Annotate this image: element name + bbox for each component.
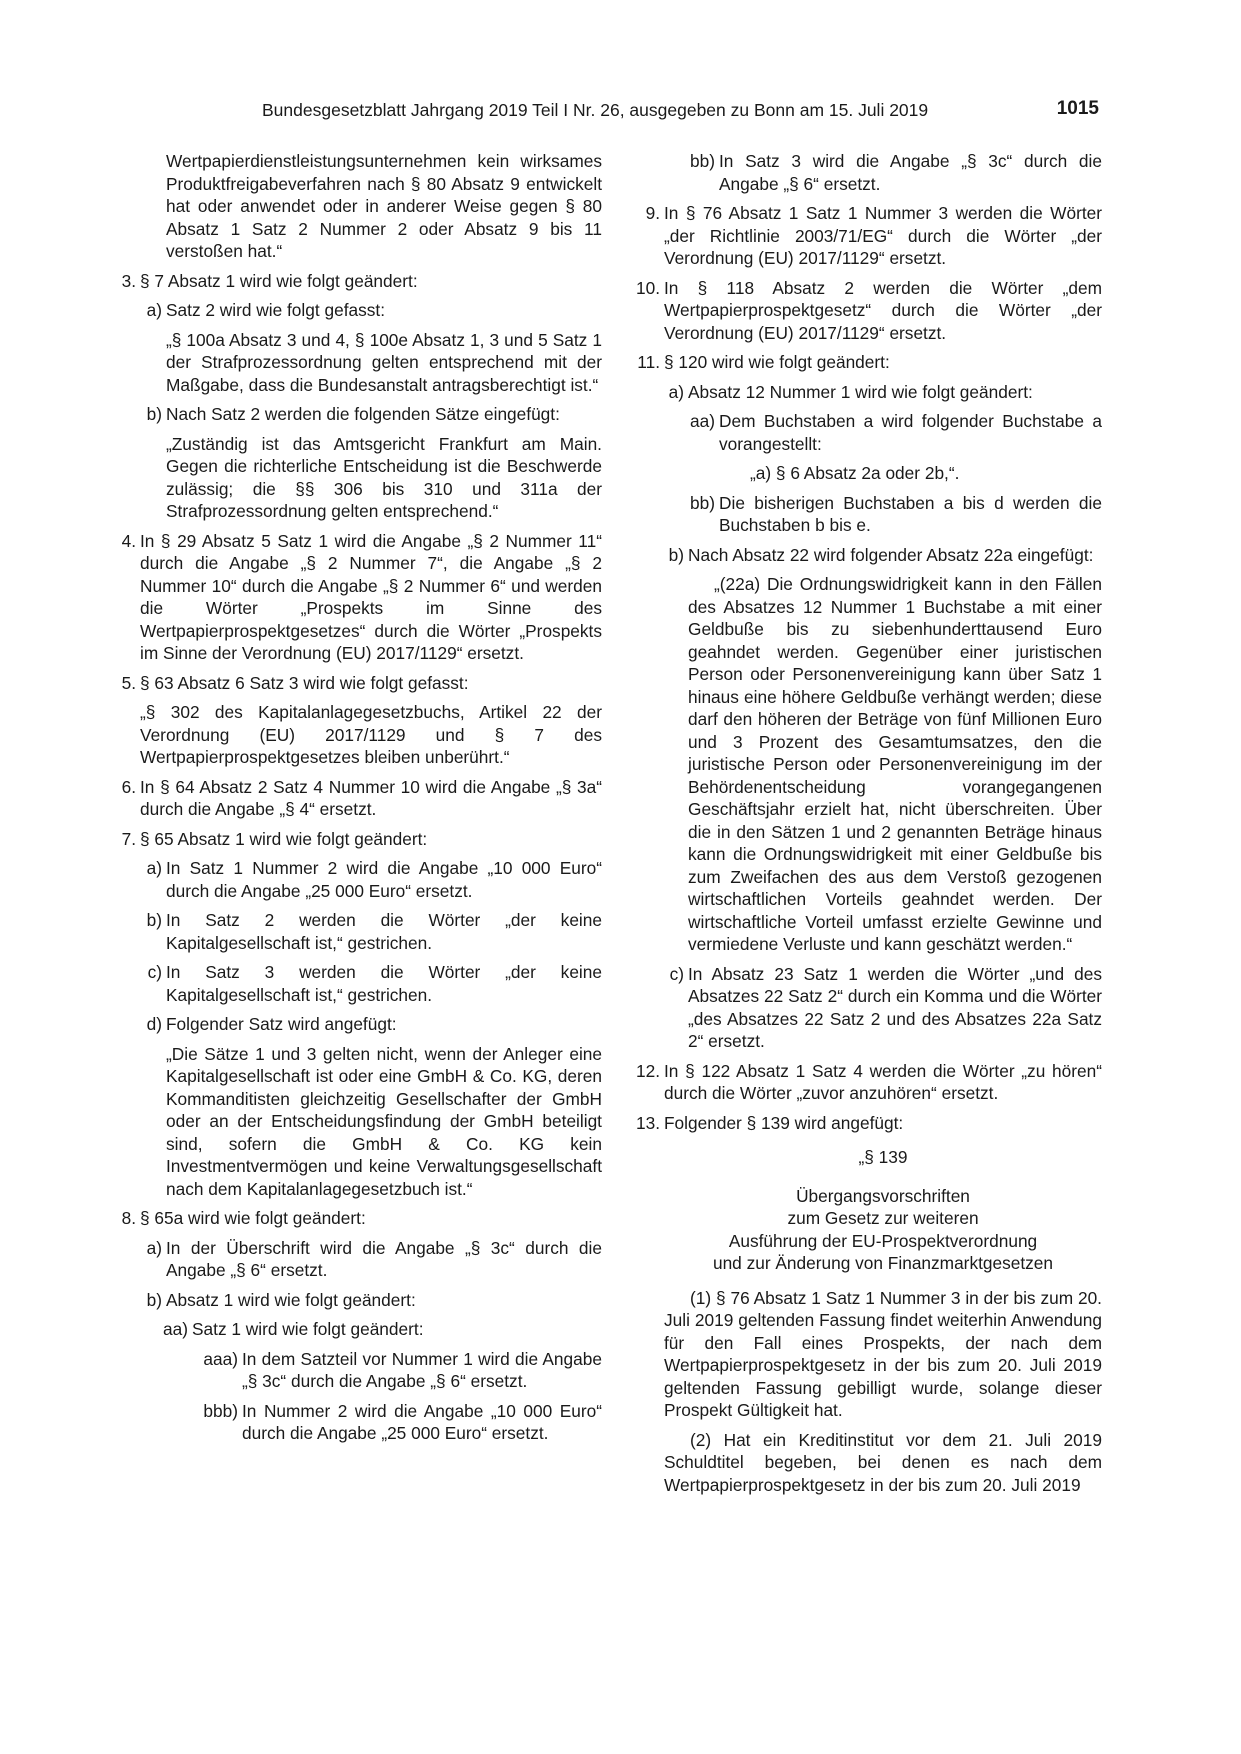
list-item-8b-bbb xyxy=(203,1400,602,1445)
list-item-11c xyxy=(669,963,1102,1053)
section-title-line: und zur Änderung von Finanzmarktgesetzen xyxy=(712,1253,1054,1273)
item-text: In dem Satzteil vor Nummer 1 wird die Angabe „§ 3c“ durch die Angabe „§ 6“ ersetzt. xyxy=(242,1348,602,1391)
item-number: a) xyxy=(146,1237,162,1258)
list-item-3 xyxy=(121,270,602,293)
item-text: In § 29 Absatz 5 Satz 1 wird die Angabe „§ 2 Nummer 11“ durch die Angabe „§ 2 Nummer 7“, die Angabe „§ 2 Nummer 10“ durch die Angabe „§ 2 Nummer 6“ und werden die Wörter „Prospekts im Sinne des Wertpapierprospektgesetzes“ durch die Wörter „Prospekts im Sinne der Verordnung (EU) 2017/1129“ ersetzt. xyxy=(140,530,602,663)
item-text: In Satz 2 werden die Wörter „der keine Kapitalgesellschaft ist,“ gestrichen. xyxy=(166,910,602,953)
list-item-11 xyxy=(637,351,1102,374)
item-text: § 65 Absatz 1 wird wie folgt geändert: xyxy=(140,828,428,849)
list-item-4 xyxy=(121,530,602,665)
list-item-12 xyxy=(635,1060,1102,1105)
item-number: 3. xyxy=(121,270,136,291)
list-item-3a xyxy=(146,299,602,322)
item-number: bbb) xyxy=(203,1400,238,1421)
section-number: „§ 139 xyxy=(858,1147,908,1167)
item-number: c) xyxy=(669,963,684,984)
item-number: b) xyxy=(146,1289,162,1310)
list-item-8 xyxy=(121,1207,602,1230)
right-column xyxy=(632,150,1102,1503)
list-item-5 xyxy=(121,672,602,695)
item-number: b) xyxy=(146,404,162,424)
list-item-11a-aa xyxy=(690,410,1102,455)
section-title-line: Übergangsvorschriften xyxy=(796,1185,970,1206)
item-number: bb) xyxy=(690,492,715,513)
paragraph-2: (2) Hat ein Kreditinstitut vor dem 21. Juli 2019 Schuldtitel begeben, bei denen es nach dem Wertpapierprospektgesetz in der bis zum 20. Juli 2019 xyxy=(664,1429,1102,1495)
running-header: Bundesgesetzblatt Jahrgang 2019 Teil I Nr. 26, ausgegeben zu Bonn am 15. Juli 2019 xyxy=(262,100,929,120)
item-text: Satz 2 wird wie folgt gefasst: xyxy=(166,300,385,320)
item-number: 4. xyxy=(121,530,136,551)
item-number: bb) xyxy=(690,151,715,171)
continued-text: Wertpapierdienstleistungsunternehmen kein wirksames Produktfreigabeverfahren nach § 80 Absatz 9 entwickelt hat oder anwendet oder in anderer Weise gegen § 80 Absatz 1 Satz 2 Nummer 2 oder Absatz 9 bis 11 verstoßen hat.“ xyxy=(166,151,602,261)
list-item-11a xyxy=(668,381,1102,404)
item-text: Nach Absatz 22 wird folgender Absatz 22a eingefügt: xyxy=(688,544,1094,565)
item-text: In § 122 Absatz 1 Satz 4 werden die Wörter „zu hören“ durch die Wörter „zuvor anzuhören“ ersetzt. xyxy=(664,1060,1102,1103)
item-text: In § 76 Absatz 1 Satz 1 Nummer 3 werden die Wörter „der Richtlinie 2003/71/EG“ durch die Wörter „der Verordnung (EU) 2017/1129“ ersetzt. xyxy=(664,203,1102,268)
item-number: 10. xyxy=(635,277,660,298)
list-item-7 xyxy=(121,828,602,851)
section-title xyxy=(664,1185,1102,1275)
item-text: In der Überschrift wird die Angabe „§ 3c“ durch die Angabe „§ 6“ ersetzt. xyxy=(166,1237,602,1280)
item-number: a) xyxy=(668,381,684,402)
left-column xyxy=(121,150,602,1452)
item-text: In § 64 Absatz 2 Satz 4 Nummer 10 wird die Angabe „§ 3a“ durch die Angabe „§ 4“ ersetzt. xyxy=(140,776,602,819)
list-item-3b xyxy=(146,403,602,426)
item-text: Satz 1 wird wie folgt geändert: xyxy=(192,1319,424,1339)
list-item-13 xyxy=(635,1112,1102,1135)
list-item-11b xyxy=(668,544,1102,567)
list-item-7b xyxy=(146,909,602,954)
item-number: c) xyxy=(147,962,162,982)
list-item-9 xyxy=(645,202,1102,270)
item-text: § 65a wird wie folgt geändert: xyxy=(140,1208,366,1228)
item-number: aa) xyxy=(690,411,715,431)
item-number: 8. xyxy=(121,1208,136,1228)
item-number: 11. xyxy=(637,352,660,372)
item-text: § 7 Absatz 1 wird wie folgt geändert: xyxy=(140,270,418,291)
list-item-10 xyxy=(635,277,1102,345)
item-text: Die bisherigen Buchstaben a bis d werden die Buchstaben b bis e. xyxy=(719,492,1102,535)
list-item-bb xyxy=(690,150,1102,195)
item-text: In Absatz 23 Satz 1 werden die Wörter „und des Absatzes 22 Satz 2“ durch ein Komma und die Wörter „des Absatzes 22 Satz 2 und des Absatzes 22a Satz 2“ ersetzt. xyxy=(688,963,1102,1051)
item-text: Absatz 1 wird wie folgt geändert: xyxy=(166,1289,416,1310)
quote-11b: „(22a) Die Ordnungswidrigkeit kann in den Fällen des Absatzes 12 Nummer 1 Buchstabe a mit einer Geldbuße bis zu siebenhunderttausend Euro geahndet werden. Gegenüber einer juristischen Person oder Personenvereinigung kann über Satz 1 hinaus eine höhere Geldbuße verhängt werden; diese darf den höheren der Beträge von fünf Millionen Euro und 3 Prozent des Gesamtumsatzes, den die juristische Person oder Personenvereinigung im der Behördenentscheidung vorangegangenen Geschäftsjahr erzielt hat, nicht überschreiten. Über die in den Sätzen 1 und 2 genannten Beträge hinaus kann die Ordnungswidrigkeit mit einer Geldbuße bis zum Zweifachen des aus dem Verstoß gezogenen wirtschaftlichen Vorteils geahndet werden. Der wirtschaftliche Vorteil umfasst erzielte Gewinne und vermiedene Verluste und kann geschätzt werden.“ xyxy=(688,574,1102,954)
page-number: 1015 xyxy=(1056,98,1099,119)
item-text: Dem Buchstaben a wird folgender Buchstabe a vorangestellt: xyxy=(719,411,1102,454)
item-text: In § 118 Absatz 2 werden die Wörter „dem Wertpapierprospektgesetz“ durch die Wörter „der Verordnung (EU) 2017/1129“ ersetzt. xyxy=(664,277,1102,343)
item-text: Folgender § 139 wird angefügt: xyxy=(664,1112,904,1133)
list-item-7d xyxy=(146,1013,602,1036)
item-text: In Satz 3 werden die Wörter „der keine Kapitalgesellschaft ist,“ gestrichen. xyxy=(166,962,602,1005)
quote-7d: „Die Sätze 1 und 3 gelten nicht, wenn der Anleger eine Kapitalgesellschaft ist oder eine GmbH & Co. KG, deren Kommanditisten gleichzeitig Gesellschafter der GmbH oder an der Entscheidungsfindung der GmbH beteiligt sind, sofern die GmbH & Co. KG kein Investmentvermögen und keine Verwaltungsgesellschaft nach dem Kapitalanlagegesetzbuch ist.“ xyxy=(166,1043,602,1199)
list-item-8b xyxy=(146,1289,602,1312)
item-number: 6. xyxy=(121,776,136,797)
item-number: 7. xyxy=(121,828,136,849)
item-number: 9. xyxy=(645,203,660,223)
list-item-7a xyxy=(146,857,602,902)
item-number: aa) xyxy=(163,1319,188,1339)
item-number: b) xyxy=(668,544,684,565)
item-number: d) xyxy=(146,1014,162,1034)
quote-3a: „§ 100a Absatz 3 und 4, § 100e Absatz 1, 3 und 5 Satz 1 der Strafprozessordnung gelten entsprechend mit der Maßgabe, dass die Bundesanstalt antragsberechtigt ist.“ xyxy=(166,329,602,395)
quote-3b: „Zuständig ist das Amtsgericht Frankfurt am Main. Gegen die richterliche Entscheidung ist die Beschwerde zulässig; die §§ 306 bis 310 und 311a der Strafprozessordnung gelten entsprechend.“ xyxy=(166,433,602,521)
item-number: b) xyxy=(146,910,162,930)
section-title-line: Ausführung der EU-Prospektverordnung xyxy=(728,1230,1038,1251)
quote-5: „§ 302 des Kapitalanlagegesetzbuchs, Artikel 22 der Verordnung (EU) 2017/1129 und § 7 des Wertpapierprospektgesetzes bleiben unberührt.“ xyxy=(140,702,602,767)
quote-11a-aa: „a) § 6 Absatz 2a oder 2b,“. xyxy=(750,463,960,483)
item-text: Nach Satz 2 werden die folgenden Sätze eingefügt: xyxy=(166,404,560,424)
item-number: 5. xyxy=(121,672,136,693)
item-text: In Nummer 2 wird die Angabe „10 000 Euro“ durch die Angabe „25 000 Euro“ ersetzt. xyxy=(242,1400,602,1443)
item-text: Absatz 12 Nummer 1 wird wie folgt geändert: xyxy=(688,381,1033,402)
list-item-8b-aa xyxy=(163,1318,602,1341)
item-text: In Satz 1 Nummer 2 wird die Angabe „10 000 Euro“ durch die Angabe „25 000 Euro“ ersetzt. xyxy=(166,858,602,901)
item-number: 12. xyxy=(635,1060,660,1081)
item-number: aaa) xyxy=(203,1348,238,1369)
item-number: 13. xyxy=(635,1112,660,1133)
list-item-11a-bb xyxy=(690,492,1102,537)
item-text: In Satz 3 wird die Angabe „§ 3c“ durch die Angabe „§ 6“ ersetzt. xyxy=(719,151,1102,194)
item-number: a) xyxy=(146,300,162,320)
paragraph-1: (1) § 76 Absatz 1 Satz 1 Nummer 3 in der bis zum 20. Juli 2019 geltenden Fassung findet weiterhin Anwendung für den Fall eines Prospekts, der nach dem Wertpapierprospektgesetz in der bis zum 20. Juli 2019 geltenden Fassung gebilligt wurde, solange dieser Prospekt Gültigkeit hat. xyxy=(664,1287,1102,1420)
section-title-line: zum Gesetz zur weiteren xyxy=(787,1208,979,1228)
list-item-7c xyxy=(147,961,602,1006)
item-text: § 63 Absatz 6 Satz 3 wird wie folgt gefasst: xyxy=(140,672,469,693)
list-item-6 xyxy=(121,776,602,821)
item-text: Folgender Satz wird angefügt: xyxy=(166,1014,397,1034)
list-item-8b-aaa xyxy=(203,1348,602,1393)
item-text: § 120 wird wie folgt geändert: xyxy=(664,352,890,372)
list-item-8a xyxy=(146,1237,602,1282)
item-number: a) xyxy=(146,858,162,878)
